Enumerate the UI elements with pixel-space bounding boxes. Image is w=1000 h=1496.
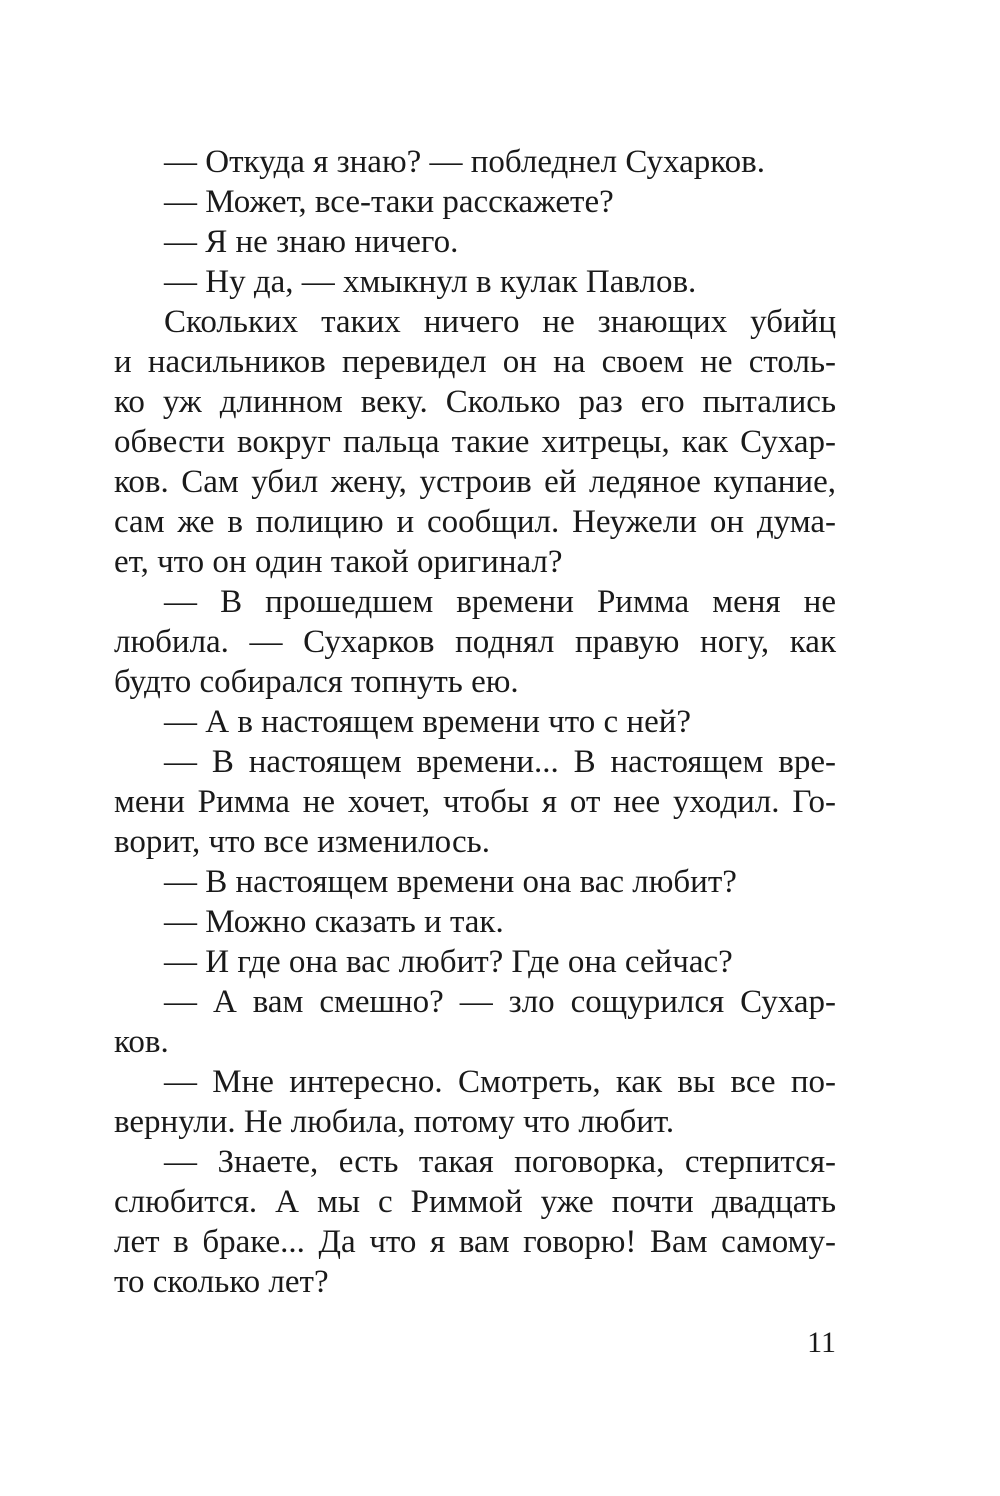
text-line: — Можно сказать и так. bbox=[164, 904, 504, 940]
text-line: Скольких таких ничего не знающих убийц bbox=[164, 304, 836, 340]
text-line: — И где она вас любит? Где она сейчас? bbox=[164, 944, 733, 980]
text-line: ко уж длинном веку. Сколько раз его пытались bbox=[114, 384, 836, 420]
text-line: — В настоящем времени... В настоящем вре- bbox=[164, 744, 836, 780]
text-line: — А в настоящем времени что с ней? bbox=[164, 704, 692, 740]
text-line: любила. — Сухарков поднял правую ногу, как bbox=[114, 624, 836, 660]
text-line: ков. Сам убил жену, устроив ей ледяное купание, bbox=[114, 464, 836, 500]
text-line: вернули. Не любила, потому что любит. bbox=[114, 1104, 675, 1140]
text-line: — А вам смешно? — зло сощурился Сухар- bbox=[164, 984, 836, 1020]
text-line: сам же в полицию и сообщил. Неужели он дума- bbox=[114, 504, 836, 540]
text-line: — Мне интересно. Смотреть, как вы все по- bbox=[164, 1064, 836, 1100]
text-line: будто собирался топнуть ею. bbox=[114, 664, 519, 700]
text-line: — Знаете, есть такая поговорка, стерпится- bbox=[164, 1144, 836, 1180]
text-line: — В прошедшем времени Римма меня не bbox=[164, 584, 836, 620]
text-line: то сколько лет? bbox=[114, 1264, 329, 1300]
text-line: ков. bbox=[114, 1024, 169, 1060]
text-line: — Может, все-таки расскажете? bbox=[164, 184, 614, 220]
text-line: — Откуда я знаю? — побледнел Сухарков. bbox=[164, 144, 765, 180]
text-line: ворит, что все изменилось. bbox=[114, 824, 490, 860]
page-number: 11 bbox=[807, 1326, 836, 1359]
text-line: и насильников перевидел он на своем не столь- bbox=[114, 344, 836, 380]
text-line: ет, что он один такой оригинал? bbox=[114, 544, 563, 580]
text-line: обвести вокруг пальца такие хитрецы, как Сухар- bbox=[114, 424, 836, 460]
text-line: — Я не знаю ничего. bbox=[164, 224, 459, 260]
text-line: слюбится. А мы с Риммой уже почти двадцать bbox=[114, 1184, 836, 1220]
text-line: — В настоящем времени она вас любит? bbox=[164, 864, 737, 900]
text-line: — Ну да, — хмыкнул в кулак Павлов. bbox=[164, 264, 697, 300]
text-line: мени Римма не хочет, чтобы я от нее уходил. Го- bbox=[114, 784, 836, 820]
text-line: лет в браке... Да что я вам говорю! Вам самому- bbox=[114, 1224, 836, 1260]
